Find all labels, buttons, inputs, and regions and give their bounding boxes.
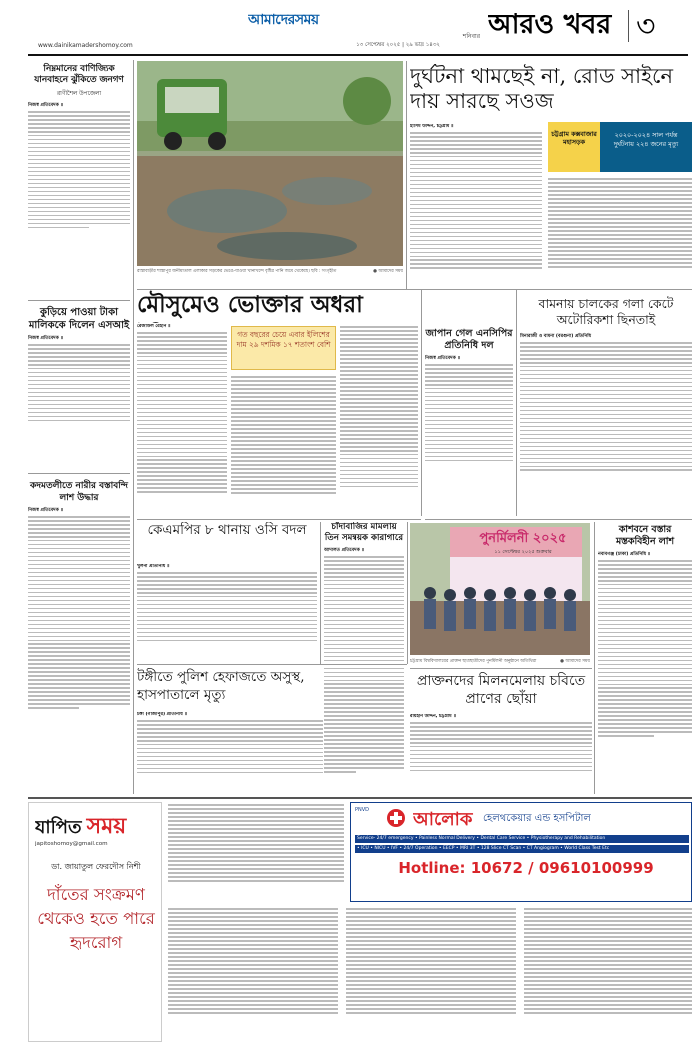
- story-body: [28, 516, 130, 709]
- divider: [137, 664, 407, 665]
- lead-body-left: [410, 124, 542, 288]
- hilsa-col3: [340, 324, 418, 519]
- column-rule: [133, 60, 134, 794]
- masthead: [0, 0, 700, 60]
- lead-body-right: [548, 176, 692, 288]
- divider: [28, 473, 130, 474]
- ad-brand-sub: হেলথকেয়ার এন্ড হসপিটাল: [483, 813, 591, 824]
- japito-article: [168, 802, 344, 902]
- reunion-headline[interactable]: প্রাক্তনদের মিলনমেলায় চবিতে প্রাণের ছোঁয়া: [416, 673, 586, 707]
- issue-day: শনিবার: [462, 33, 480, 40]
- photo-caption: চট্টগ্রাম বিশ্ববিদ্যালয়ের প্রাক্তন ছাত্রছাত্রীদের পুনর্মিলনী অনুষ্ঠানে অতিথিরা: [410, 659, 537, 664]
- japito-brand: [35, 809, 157, 839]
- column-rule: [594, 522, 595, 794]
- tongi-body: [137, 712, 323, 796]
- story-body: [28, 111, 130, 228]
- photo-credit: ● আমাদের সময়: [560, 659, 590, 664]
- ad-service-line-1: Service- 24/7 emergency • Painless Normal Delivery • Dental Care Service • Physiotherapy and Rehabilitation: [355, 835, 689, 843]
- story-dateline: নিজস্ব প্রতিবেদক ॥: [28, 336, 63, 341]
- bottom-rule: [28, 797, 692, 799]
- reunion-body: [410, 714, 592, 796]
- story-dateline: মিনারাজী ও বামনা (বরগুনা) প্রতিনিধি: [520, 334, 592, 339]
- lead-headline[interactable]: দুর্ঘটনা থামছেই না, রোড সাইনে দায় সারছে সওজ: [410, 64, 673, 113]
- photo-credit: ● আমাদের সময়: [373, 269, 403, 274]
- japito-headline[interactable]: দাঁতের সংক্রমণ থেকেও হতে পারে হৃদরোগ: [37, 885, 155, 952]
- column-rule: [320, 522, 321, 664]
- brand-prefix: যাপিত: [35, 817, 82, 838]
- story-vehicles: [28, 60, 130, 300]
- callout-text: গত বছরের চেয়ে এবার ইলিশের দাম ২৯ দশমিক ১৭ শতাংশ বেশি: [236, 330, 331, 349]
- section-divider: [628, 10, 629, 42]
- story-dateline: রেজাউল রেহান ॥: [137, 324, 171, 329]
- tongi-headline[interactable]: টঙ্গীতে পুলিশ হেফাজতে অসুস্থ, হাসপাতালে মৃত্যু: [137, 669, 305, 703]
- story-body: [28, 344, 130, 421]
- column-rule: [421, 290, 422, 516]
- story-dateline: নিজস্ব প্রতিবেদক ॥: [28, 103, 63, 108]
- column-rule: [407, 522, 408, 664]
- story-headline[interactable]: নিম্নমানের বাণিজ্যিক যানবাহনে ঝুঁকিতে জনগণ: [34, 64, 124, 85]
- divider: [137, 519, 421, 520]
- kmp-headline[interactable]: কেএমপির ৮ থানায় ওসি বদল: [147, 522, 307, 538]
- column-rule: [516, 290, 517, 516]
- ad-pnvd: PNVD: [355, 807, 370, 813]
- brand-suffix: সময়: [86, 813, 127, 839]
- japito-somoy-box: [28, 802, 162, 1042]
- kmp-body: [137, 564, 317, 664]
- story-headline[interactable]: বামনায় চালকের গলা কেটে অটোরিকশা ছিনতাই: [538, 296, 674, 327]
- japito-email[interactable]: japitoshomoy@gmail.com: [35, 841, 108, 847]
- ad-brand: আলোক: [413, 809, 473, 829]
- story-dateline: নিজস্ব প্রতিবেদক ॥: [28, 508, 63, 513]
- road-photo: [137, 61, 403, 266]
- story-dateline: টঙ্গী (গাজীপুর) প্রতিনিধি ॥: [137, 712, 188, 717]
- story-chandabaji: [324, 522, 404, 810]
- story-japan: [425, 292, 513, 518]
- divider: [28, 300, 130, 301]
- ad-service-line-2: • ICU • NICU • IVF • 24/7 Operation • EECP • MRI 3T • 128 Slice CT Scan • CT Angiogram • World Class Test Etc: [355, 845, 689, 853]
- bottom-col-1: [168, 906, 338, 1042]
- factbox-right: ২০২০-২০২৪ সাল পর্যন্ত দুর্ঘটনায় ২২৪ জনের মৃত্যু: [600, 122, 692, 172]
- factbox-left: চট্টগ্রাম কক্সবাজার মহাসড়ক: [548, 122, 600, 172]
- column-rule: [406, 61, 407, 289]
- story-headline[interactable]: চাঁদাবাজির মামলায় তিন সমন্বয়ক কারাগারে: [324, 522, 404, 543]
- divider: [425, 519, 692, 520]
- story-headline[interactable]: কাশবনে বস্তার মস্তকবিহীন লাশ: [615, 524, 675, 547]
- story-kadamtali: [28, 476, 130, 794]
- ad-hotline[interactable]: Hotline: 10672 / 09610100999: [398, 859, 654, 877]
- author-line: ডা. জায়াতুল ফেরদৌস নিশী: [51, 862, 141, 871]
- masthead-rule: [28, 54, 688, 56]
- story-headline[interactable]: কুড়িয়ে পাওয়া টাকা মালিককে দিলেন এসআই: [28, 307, 130, 331]
- road-scene-illustration: [137, 61, 403, 266]
- divider: [410, 668, 592, 669]
- story-bamna: [520, 296, 692, 518]
- story-dateline: খুলনা প্রতিনিধি ॥: [137, 564, 170, 569]
- reunion-banner-title: পুনর্মিলনী ২০২৫: [479, 531, 567, 546]
- issue-date: ১৩ সেপ্টেম্বর ২০২৫ | ২৯ ভাদ্র ১৪৩২: [356, 42, 440, 48]
- reunion-photo: [410, 523, 590, 655]
- lead-factbox: [548, 122, 692, 172]
- bottom-col-2: [346, 906, 516, 1042]
- story-dateline: নবাবগঞ্জ (ঢাকা) প্রতিনিধি ॥: [598, 552, 651, 557]
- story-subhead: রাণীশৈল উপজেলা: [56, 91, 102, 97]
- hilsa-col1: [137, 324, 227, 519]
- story-si-money: [28, 303, 130, 473]
- story-dateline: হাসিম উদ্দিন, চট্টগ্রাম ॥: [410, 124, 454, 129]
- story-headline[interactable]: জাপান গেল এনসিপির প্রতিনিধি দল: [425, 328, 513, 351]
- story-kashbon: [598, 522, 692, 794]
- story-headline[interactable]: কদমতলীতে নারীর বস্তাবন্দি লাশ উদ্ধার: [29, 481, 129, 503]
- reunion-banner-date: ১১ সেপ্টেম্বর ২০২৫ শুক্রবার: [494, 549, 552, 555]
- section-title: আরও খবর: [488, 9, 612, 40]
- newspaper-logo: আমাদেরসময়: [248, 12, 319, 26]
- story-dateline: রায়হান উদ্দিন, চট্টগ্রাম ॥: [410, 714, 456, 719]
- hilsa-col2: [231, 374, 336, 519]
- story-dateline: নিজস্ব প্রতিবেদক ॥: [425, 356, 460, 361]
- ad-logo-icon: [381, 807, 411, 829]
- hospital-ad[interactable]: [350, 802, 692, 902]
- bottom-article-cols: [168, 906, 692, 1042]
- hilsa-callout: [231, 326, 336, 370]
- website-url[interactable]: www.dainikamadershomoy.com: [38, 42, 133, 49]
- photo-caption: রাস্তাবাড়ীর শাস্তাপুর জনীমাতাল এলাকার সড়কের ভেঙে-যাওয়া খানাখন্দে বৃষ্টির পানি জমে থেকেছে। ছবি : সংগৃহীত: [137, 269, 337, 274]
- story-dateline: আদালত প্রতিবেদক ॥: [324, 548, 364, 553]
- hilsa-headline[interactable]: মৌসুমেও ভোক্তার অধরা: [137, 291, 363, 318]
- bottom-col-3: [524, 906, 692, 1042]
- page-number: ৩: [636, 9, 656, 42]
